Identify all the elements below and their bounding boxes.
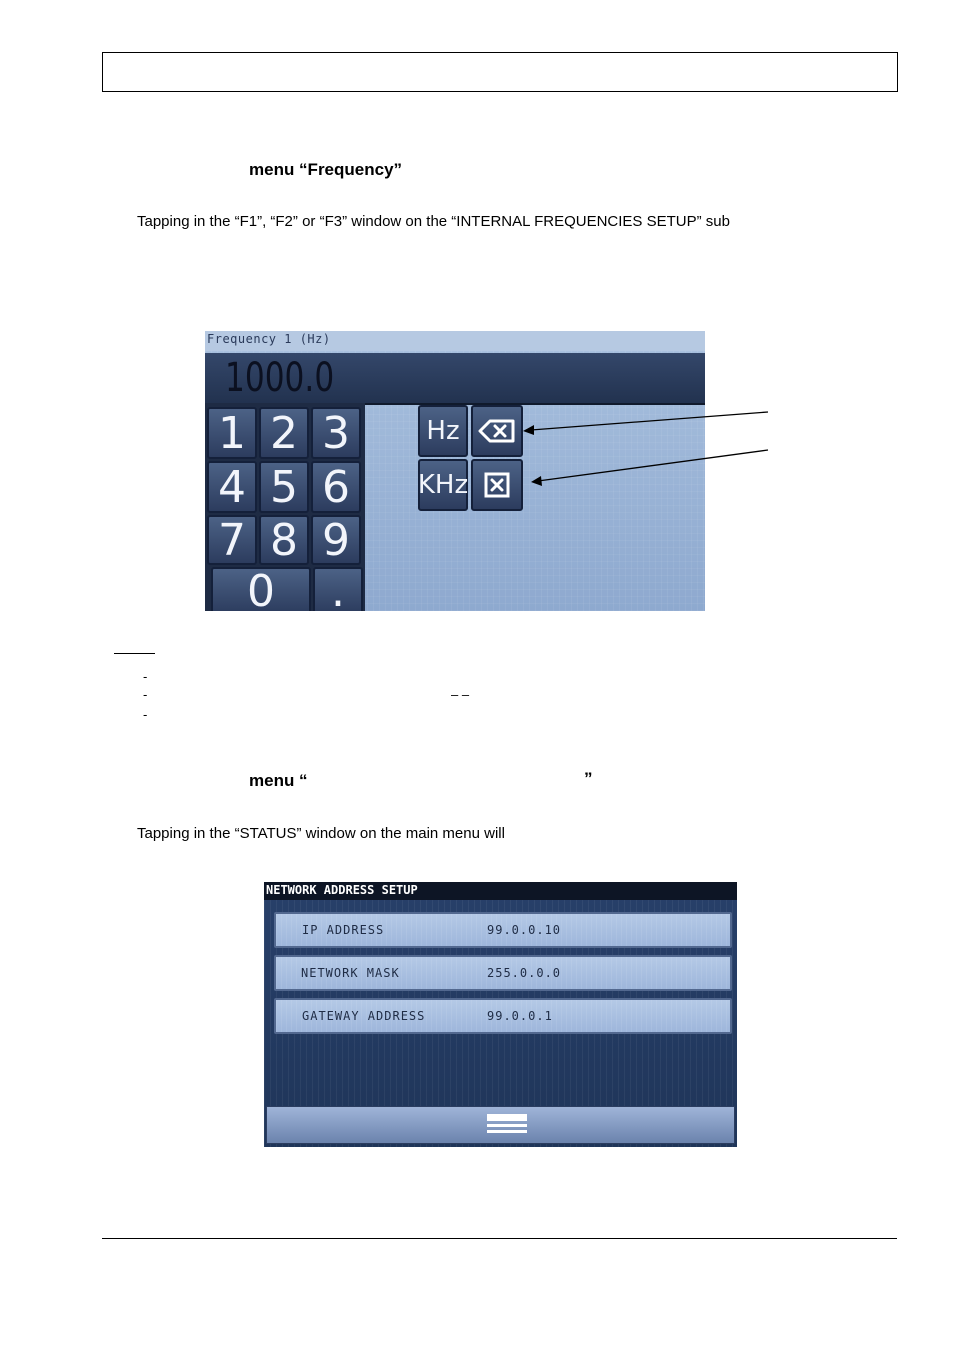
- network-address-screenshot: [264, 882, 737, 1147]
- note-inline-dashes: – –: [451, 687, 470, 702]
- arrow-clear-head: [531, 476, 542, 486]
- callout-arrows: [505, 400, 775, 495]
- note-dash: -: [143, 669, 148, 684]
- key-5[interactable]: 5: [259, 461, 309, 513]
- network-row-label: GATEWAY ADDRESS: [302, 1009, 426, 1023]
- section-heading-network-close: ”: [584, 769, 593, 788]
- note-dash: -: [143, 707, 148, 722]
- key-1[interactable]: 1: [207, 407, 257, 459]
- key-decimal[interactable]: .: [313, 567, 363, 611]
- unit-hz-button[interactable]: Hz: [418, 405, 468, 457]
- unit-khz-button[interactable]: KHz: [418, 459, 468, 511]
- network-row-gateway[interactable]: [274, 998, 732, 1034]
- menu-icon-bar: [487, 1124, 527, 1127]
- key-3[interactable]: 3: [311, 407, 361, 459]
- section-paragraph-frequency: Tapping in the “F1”, “F2” or “F3” window on the “INTERNAL FREQUENCIES SETUP” sub: [137, 213, 730, 230]
- key-2[interactable]: 2: [259, 407, 309, 459]
- note-dash: -: [143, 687, 148, 702]
- arrow-backspace-head: [523, 425, 534, 435]
- frequency-value: 1000.0: [225, 355, 335, 401]
- network-row-value: 255.0.0.0: [487, 966, 562, 980]
- network-row-ip[interactable]: [274, 912, 732, 948]
- section-paragraph-status: Tapping in the “STATUS” window on the main menu will: [137, 825, 505, 842]
- network-row-value: 99.0.0.10: [487, 923, 562, 937]
- note-underline: [114, 653, 155, 654]
- arrow-backspace-line: [531, 412, 768, 430]
- page-header-frame: [102, 52, 898, 92]
- key-9[interactable]: 9: [311, 515, 361, 565]
- network-title: NETWORK ADDRESS SETUP: [266, 883, 418, 897]
- key-0[interactable]: 0: [211, 567, 311, 611]
- key-6[interactable]: 6: [311, 461, 361, 513]
- key-8[interactable]: 8: [259, 515, 309, 565]
- menu-icon-bar: [487, 1130, 527, 1133]
- key-4[interactable]: 4: [207, 461, 257, 513]
- arrow-clear-line: [538, 450, 768, 481]
- network-row-value: 99.0.0.1: [487, 1009, 553, 1023]
- section-heading-network-open: menu “: [249, 771, 308, 790]
- network-row-mask[interactable]: [274, 955, 732, 991]
- key-7[interactable]: 7: [207, 515, 257, 565]
- section-heading-frequency: menu “Frequency”: [249, 160, 403, 179]
- footer-rule: [102, 1238, 897, 1239]
- network-row-label: NETWORK MASK: [301, 966, 400, 980]
- network-row-label: IP ADDRESS: [302, 923, 385, 937]
- menu-icon-bar: [487, 1114, 527, 1121]
- menu-icon[interactable]: [486, 1110, 530, 1140]
- frequency-title: Frequency 1 (Hz): [207, 332, 331, 346]
